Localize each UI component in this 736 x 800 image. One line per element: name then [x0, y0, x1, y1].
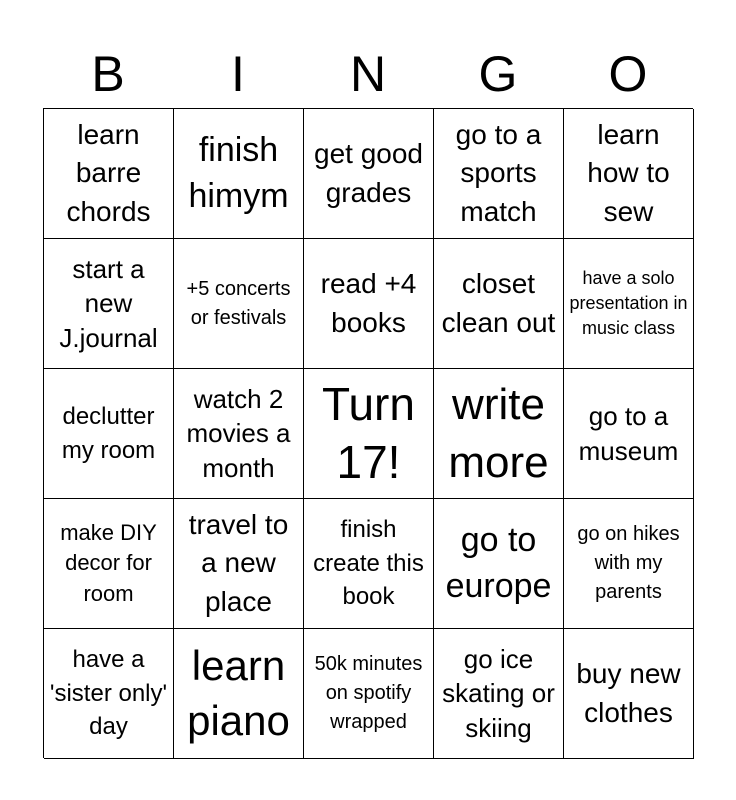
bingo-cell[interactable]	[304, 109, 434, 239]
bingo-cell[interactable]	[434, 369, 564, 499]
header-letter-i: I	[231, 46, 245, 102]
header-letter-o: O	[608, 46, 648, 102]
bingo-cell[interactable]	[434, 239, 564, 369]
bingo-cell[interactable]	[304, 499, 434, 629]
bingo-cell[interactable]	[434, 109, 564, 239]
bingo-cell-text: start a new J.journal	[59, 254, 158, 353]
bingo-cell-text: 50k minutes on spotify wrapped	[314, 653, 423, 733]
bingo-cell[interactable]	[434, 499, 564, 629]
bingo-cell[interactable]	[44, 629, 174, 759]
header-letter-g: G	[478, 46, 518, 102]
bingo-cell-text: go ice skating or skiing	[442, 644, 555, 743]
bingo-cell-text: go to europe	[445, 520, 552, 605]
bingo-card-grid	[43, 108, 693, 758]
bingo-cell-text: go on hikes with my parents	[577, 523, 680, 603]
bingo-cell[interactable]	[174, 499, 304, 629]
bingo-cell[interactable]	[44, 369, 174, 499]
bingo-cell-text: go to a sports match	[455, 118, 542, 227]
bingo-cell[interactable]	[564, 629, 694, 759]
bingo-cell[interactable]	[44, 109, 174, 239]
bingo-cell[interactable]	[44, 239, 174, 369]
bingo-cell-text: +5 concerts or festivals	[186, 277, 291, 329]
bingo-cell[interactable]	[174, 109, 304, 239]
bingo-cell-text: closet clean out	[441, 267, 556, 338]
bingo-cell[interactable]	[44, 499, 174, 629]
bingo-cell-text: watch 2 movies a month	[186, 384, 291, 483]
bingo-cell[interactable]	[564, 369, 694, 499]
bingo-cell[interactable]	[304, 239, 434, 369]
bingo-cell[interactable]	[304, 629, 434, 759]
bingo-cell-text: go to a museum	[578, 401, 679, 466]
bingo-cell[interactable]	[434, 629, 564, 759]
bingo-cell[interactable]	[304, 369, 434, 499]
bingo-header	[43, 40, 693, 108]
bingo-cell-text: finish himym	[188, 130, 289, 215]
bingo-cell-text: learn barre chords	[66, 118, 151, 227]
bingo-cell-text: have a solo presentation in music class	[569, 268, 688, 338]
bingo-cell[interactable]	[564, 109, 694, 239]
bingo-cell-text: learn piano	[187, 641, 290, 744]
bingo-cell[interactable]	[174, 629, 304, 759]
bingo-cell[interactable]	[564, 499, 694, 629]
bingo-cell-text: have a 'sister only' day	[49, 646, 168, 741]
bingo-cell-text: learn how to sew	[587, 118, 670, 227]
bingo-cell-text: write more	[448, 380, 549, 487]
bingo-cell-text: finish create this book	[313, 516, 424, 611]
header-letter-n: N	[349, 46, 387, 102]
bingo-cell-text: get good grades	[314, 137, 423, 208]
bingo-cell[interactable]	[174, 369, 304, 499]
bingo-cell-text: read +4 books	[320, 267, 417, 338]
header-letter-b: B	[91, 46, 125, 102]
bingo-cell-text: make DIY decor for room	[60, 519, 157, 606]
bingo-cell-text: Turn 17!	[322, 378, 415, 488]
bingo-cell-text: buy new clothes	[576, 657, 681, 728]
bingo-cell-text: travel to a new place	[188, 508, 289, 617]
bingo-cell[interactable]	[564, 239, 694, 369]
bingo-cell[interactable]	[174, 239, 304, 369]
bingo-cell-text: declutter my room	[61, 402, 156, 464]
